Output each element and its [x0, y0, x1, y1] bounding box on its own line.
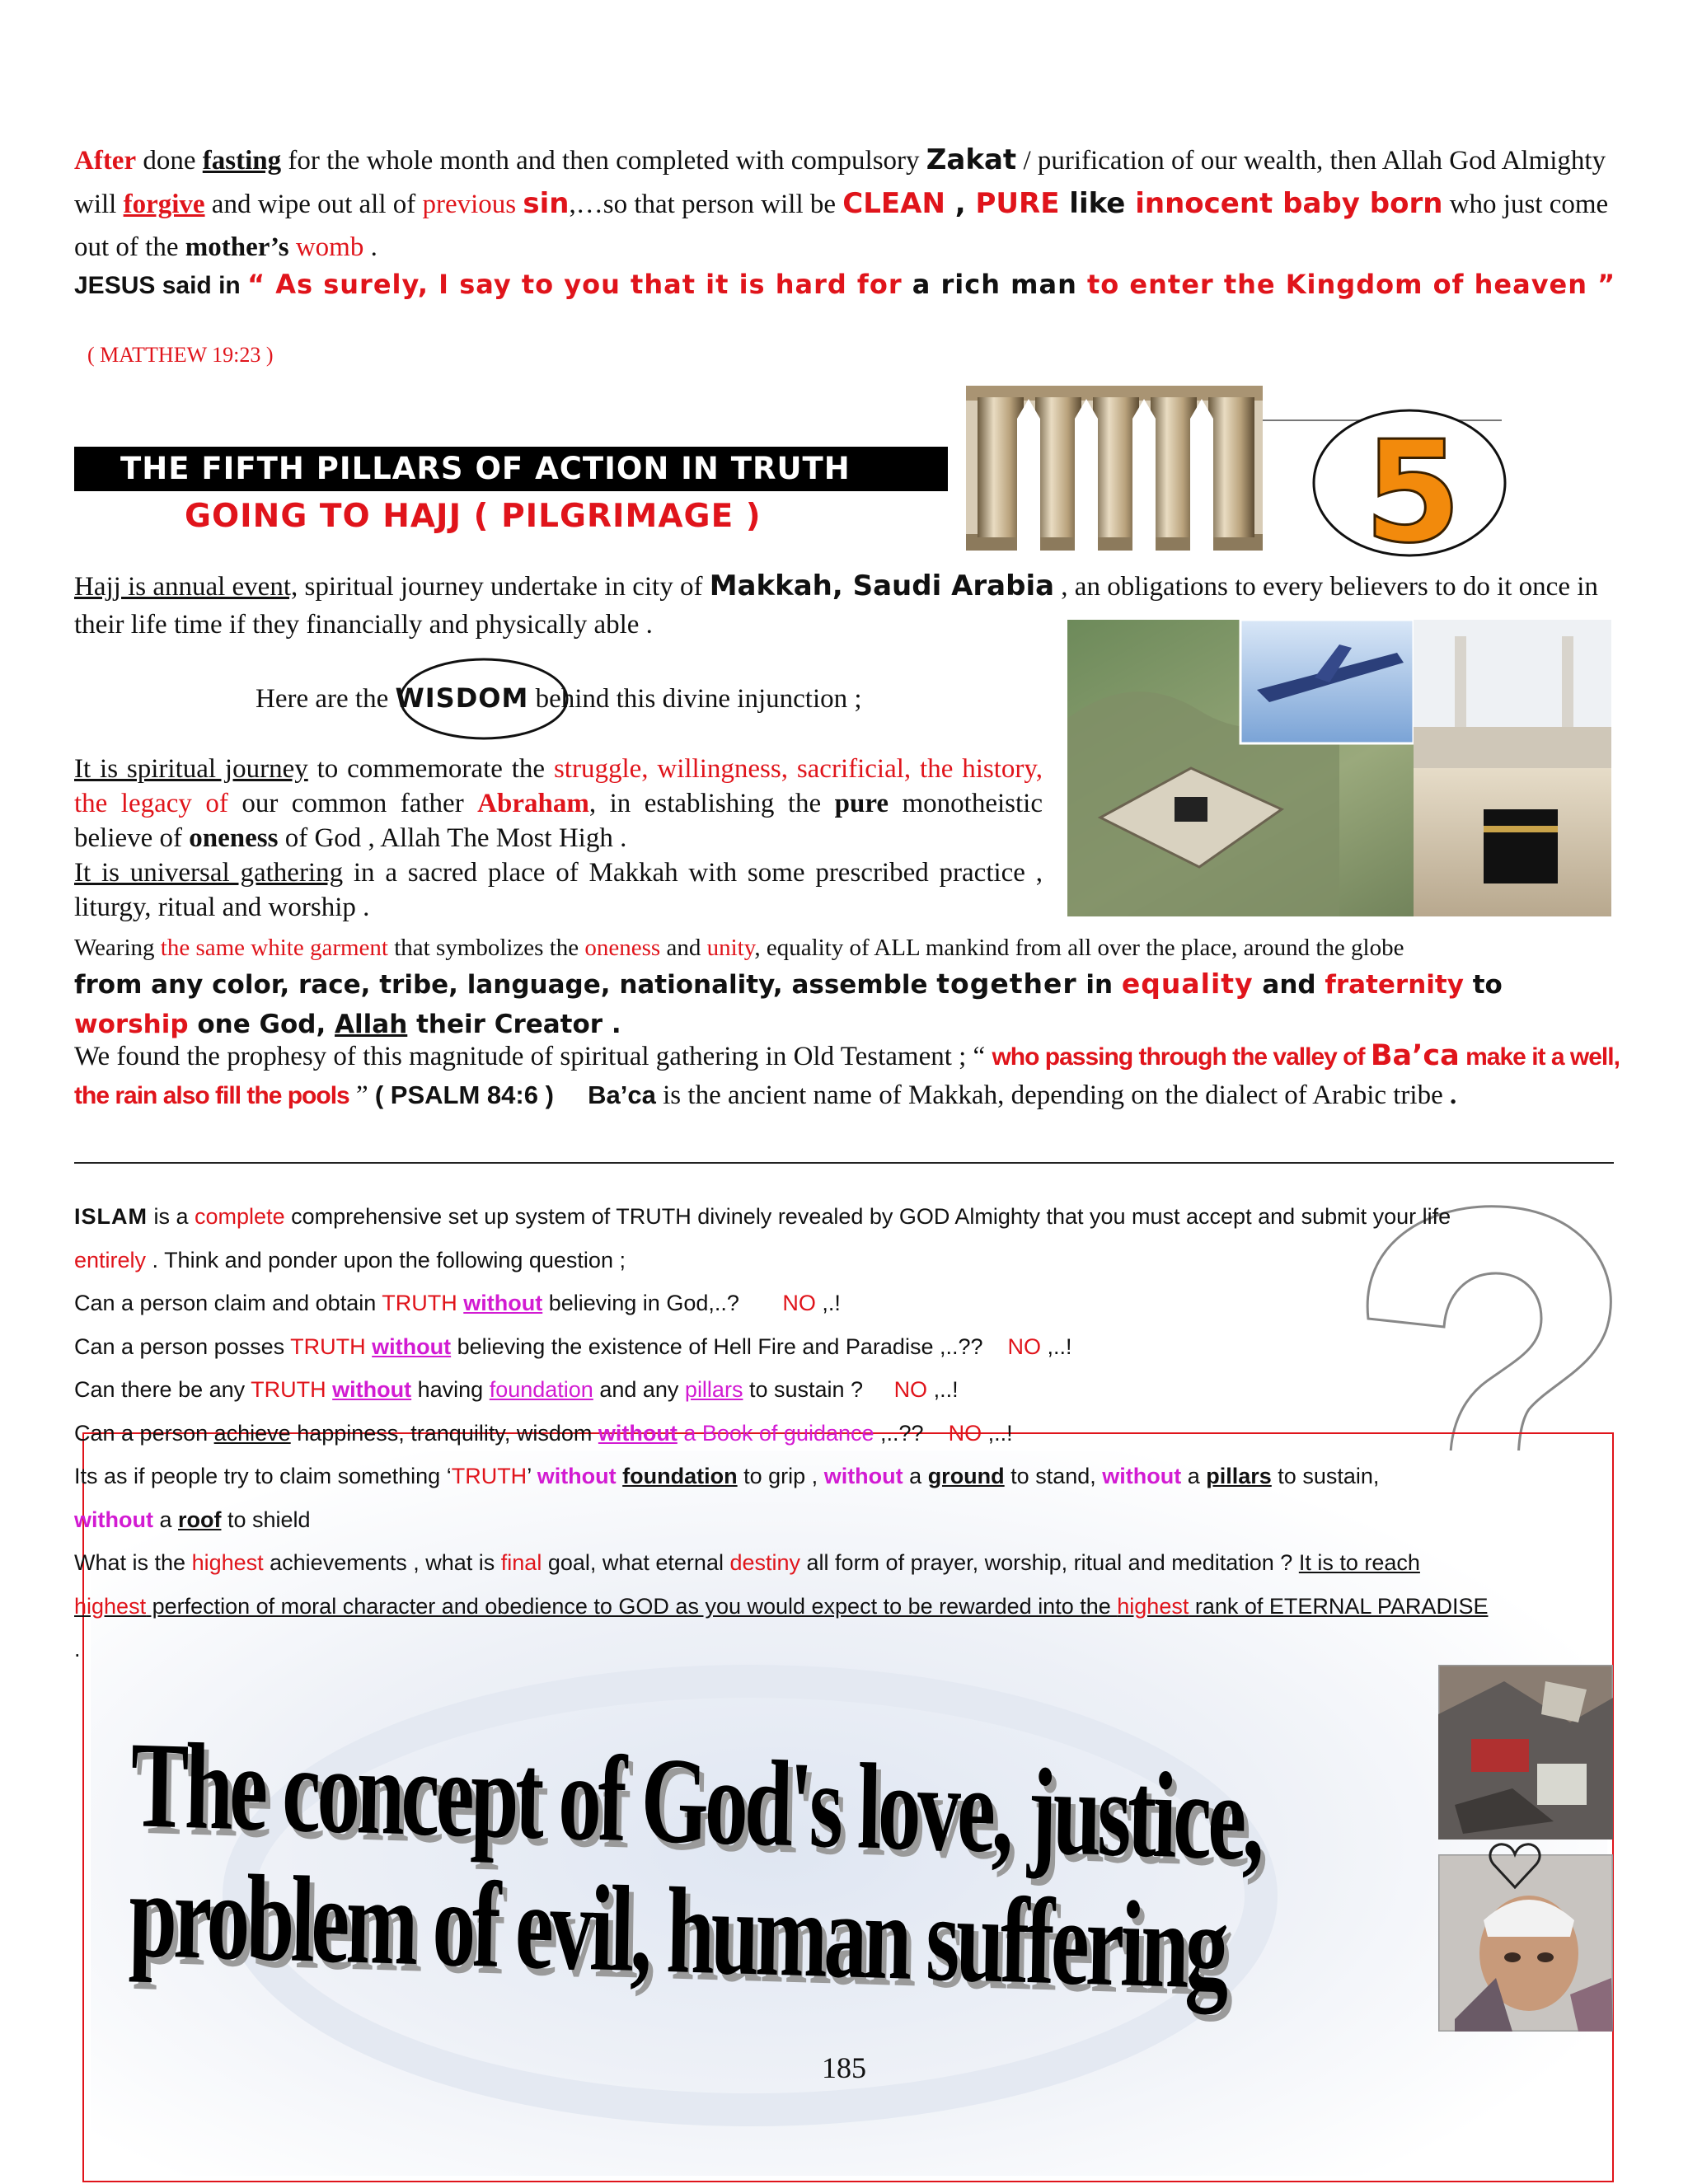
paragraph-hajj-intro: Hajj is annual event, spiritual journey undertake in city of Makkah, Saudi Arabia , an obligations to every believers to do it once in their life time if they financially and physically able . — [74, 569, 1598, 640]
hajj-photo-collage — [1067, 620, 1611, 916]
section-subtitle: GOING TO HAJJ ( PILGRIMAGE ) — [185, 498, 762, 535]
paragraph-wearing: Wearing the same white garment that symbolizes the oneness and unity, equality of ALL mankind from all over the place, around the globe from any color, race, tribe, language, nationality, assemble together in equality and fraternity to worship one God, Allah their Creator . — [74, 935, 1503, 1039]
paragraph-zakat: After done fasting for the whole month and then completed with compulsory Zakat / purification of our wealth, then Allah God Almighty will forgive and wipe out all of previous sin,…so that person will be CLEAN , PURE like innocent baby born who just come out of the mother’s womb . — [74, 143, 1609, 262]
matthew-reference: ( MATTHEW 19:23 ) — [87, 343, 274, 367]
paragraph-jesus-quote: JESUS said in “ As surely, I say to you that it is hard for a rich man to enter the Kingdom of heaven ” — [74, 269, 1616, 300]
page-number: 185 — [822, 2051, 866, 2084]
pillar-number-circle — [1311, 402, 1508, 559]
islam-questions: ISLAM is a complete comprehensive set up system of TRUTH divinely revealed by GOD Almighty that you must accept and submit your life entirely . Think and ponder upon the following question ; Can a person claim and obtain TRUTH without believing in God,..? NO ,.! Can a person posses TRUTH without believing the existence of Hell Fire and Paradise ,..?? NO ,..! Can there be any TRUTH without having foundation and any pillars to sustain ? NO ,..! Can a person achieve happiness, tranquility, wisdom without a Book of guidance ,..?? NO ,..! Its as if people try to claim something ‘TRUTH’ without foundation to grip , without a ground to stand, without a pillars to sustain, without a roof to shield What is the highest achievements , what is final goal, what eternal destiny all form of prayer, worship, ritual and meditation ? It is to reach highest perfection of moral character and obedience to GOD as you would expect to be rewarded into the highest rank of ETERNAL PARADISE . — [74, 1204, 1489, 1661]
section-banner: THE FIFTH PILLARS OF ACTION IN TRUTH — [74, 447, 948, 491]
disaster-photo — [1438, 1665, 1613, 1840]
pillars-illustration — [966, 386, 1263, 551]
paragraph-prophesy: We found the prophesy of this magnitude of spiritual gathering in Old Testament ; “ who passing through the valley of Ba’ca make it a well, the rain also fill the pools ” ( PSALM 84:6 ) Ba’ca is the ancient name of Makkah, depending on the dialect of Arabic tribe . — [74, 1039, 1620, 1110]
big-title-line-2: problem of evil, human suffering — [128, 1845, 1226, 2015]
section-divider — [74, 1162, 1614, 1164]
paragraph-spiritual-journey: It is spiritual journey to commemorate the struggle, willingness, sacrificial, the history, the legacy of our common father Abraham, in establishing the pure monotheistic believe of oneness of God , Allah The Most High . It is universal gathering in a sacred place of Makkah with some prescribed practice , liturgy, ritual and worship . — [74, 754, 1043, 922]
heart-icon — [1489, 1841, 1541, 1891]
pillar-number: 5 — [1363, 411, 1462, 559]
big-title-line-1: The concept of God's love, justice, — [129, 1715, 1262, 1886]
wisdom-line: Here are the WISDOM behind this divine injunction ; — [256, 682, 862, 714]
big-title — [128, 1715, 1262, 2015]
wisdom-word: WISDOM — [395, 682, 529, 714]
